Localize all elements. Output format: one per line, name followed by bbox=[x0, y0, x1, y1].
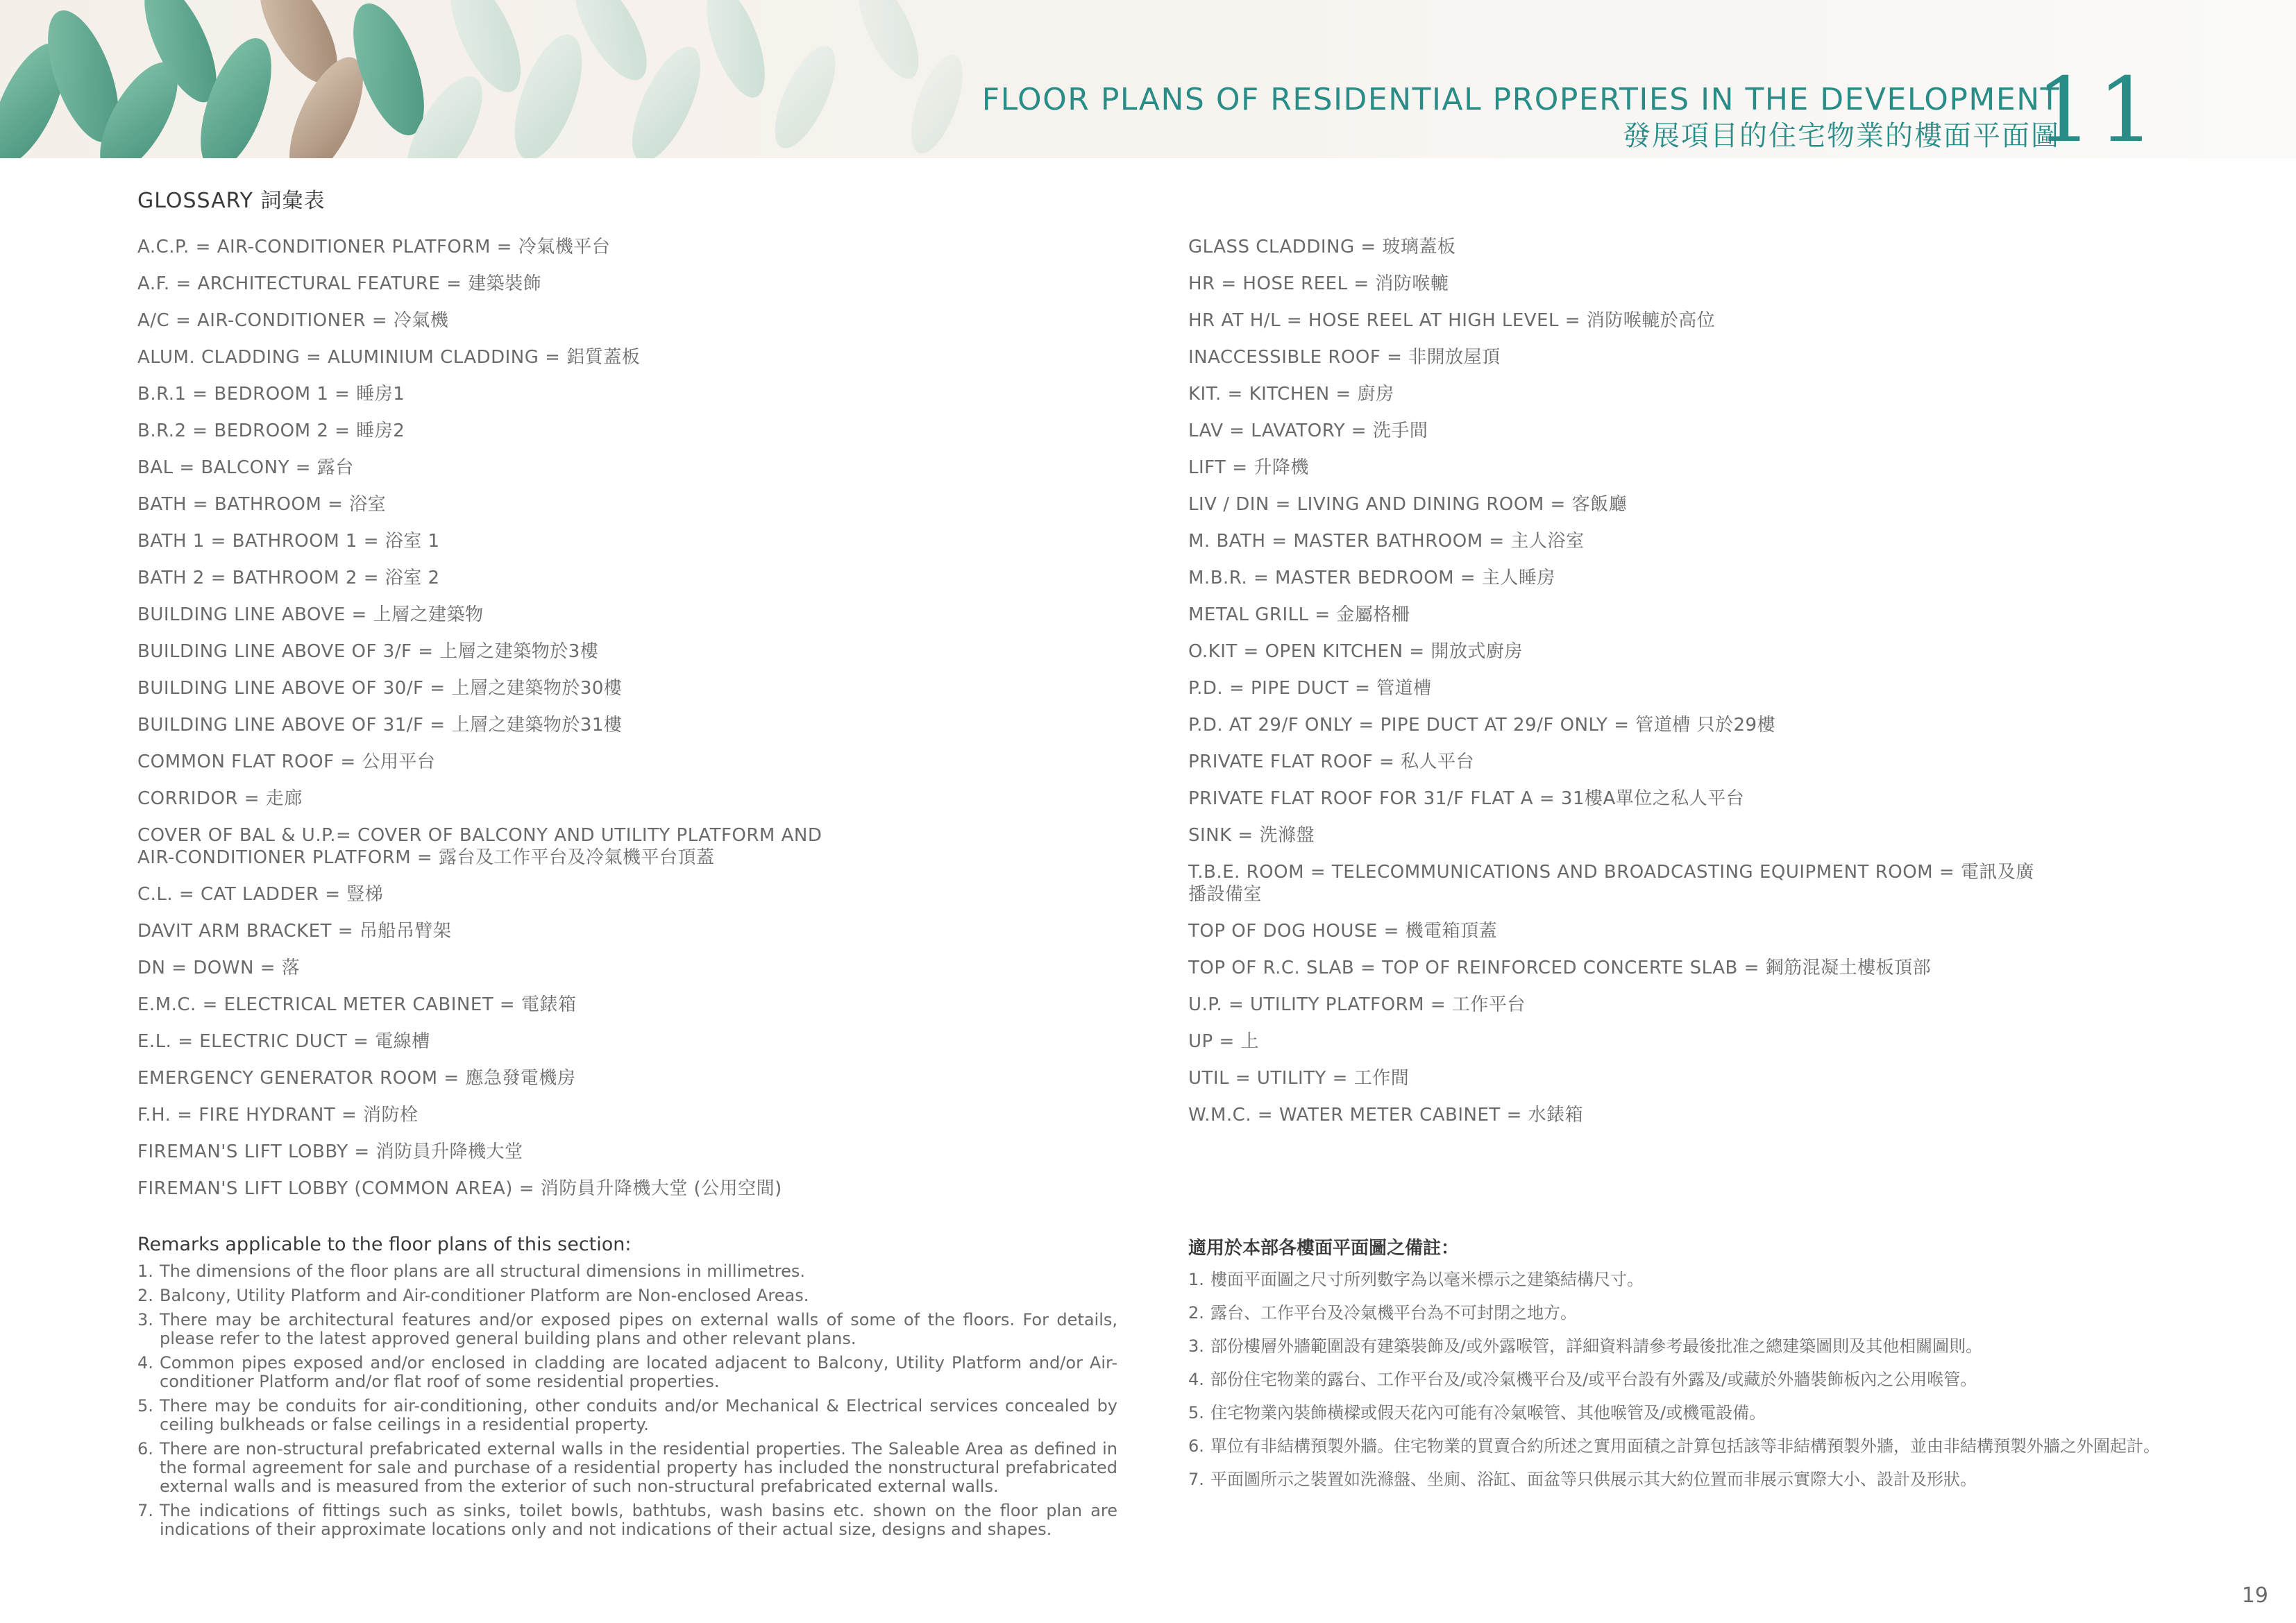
glossary-heading: GLOSSARY 詞彙表 bbox=[137, 189, 326, 213]
remarks-chinese-heading: 適用於本部各樓面平面圖之備註： bbox=[1188, 1238, 1460, 1259]
remark-item bbox=[1188, 1402, 2174, 1423]
glossary-term: METAL GRILL = 金屬格柵 bbox=[1188, 604, 1410, 625]
glossary-term: E.M.C. = ELECTRICAL METER CABINET = 電錶箱 bbox=[137, 994, 577, 1015]
glossary-term: UTIL = UTILITY = 工作間 bbox=[1188, 1068, 1410, 1089]
remark-item bbox=[1188, 1369, 2174, 1390]
remark-item bbox=[1188, 1436, 2174, 1456]
remark-text: There are non-structural prefabricated external walls in the residential properties. The Saleable Area as defined in the formal agreement for sale and purchase of a residential property has included the nonstructural prefabricated external walls and is measured from the exterior of such non-structural prefabricated external walls. bbox=[160, 1439, 1117, 1496]
remark-item bbox=[137, 1311, 1117, 1348]
remark-text: 單位有非結構預製外牆。住宅物業的買賣合約所述之實用面積之計算包括該等非結構預製外牆，並由非結構預製外牆之外圍起計。 bbox=[1210, 1436, 2160, 1456]
remark-number: 1. bbox=[1188, 1270, 1204, 1289]
glossary-term: 播設備室 bbox=[1188, 884, 1263, 905]
section-title-english: FLOOR PLANS OF RESIDENTIAL PROPERTIES IN THE DEVELOPMENT bbox=[981, 82, 2060, 117]
glossary-term: LIFT = 升降機 bbox=[1188, 457, 1309, 478]
remark-text: 平面圖所示之裝置如洗滌盤、坐廁、浴缸、面盆等只供展示其大約位置而非展示實際大小、設計及形狀。 bbox=[1210, 1470, 1977, 1489]
header-banner bbox=[0, 0, 2296, 162]
glossary-term: COVER OF BAL & U.P.= COVER OF BALCONY AND UTILITY PLATFORM AND bbox=[137, 825, 822, 846]
remark-item bbox=[137, 1262, 1117, 1281]
remark-number: 4. bbox=[137, 1353, 153, 1373]
remark-text: 樓面平面圖之尺寸所列數字為以毫米標示之建築結構尺寸。 bbox=[1210, 1270, 1644, 1289]
remark-text: There may be architectural features and/or exposed pipes on external walls of some of the floors. For details, please refer to the latest approved general building plans and other relevant plans. bbox=[160, 1310, 1117, 1348]
glossary-right-column bbox=[1188, 236, 2063, 1141]
remarks-chinese bbox=[1188, 1234, 2174, 1502]
glossary-term: BATH 1 = BATHROOM 1 = 浴室 1 bbox=[137, 531, 440, 552]
glossary-term: A.F. = ARCHITECTURAL FEATURE = 建築裝飾 bbox=[137, 273, 542, 294]
remark-item bbox=[1188, 1336, 2174, 1357]
glossary-term: E.L. = ELECTRIC DUCT = 電線槽 bbox=[137, 1031, 430, 1052]
glossary-term: O.KIT = OPEN KITCHEN = 開放式廚房 bbox=[1188, 641, 1523, 662]
glossary-term: BUILDING LINE ABOVE OF 3/F = 上層之建築物於3樓 bbox=[137, 641, 599, 662]
glossary-term: U.P. = UTILITY PLATFORM = 工作平台 bbox=[1188, 994, 1526, 1015]
remark-text: Common pipes exposed and/or enclosed in cladding are located adjacent to Balcony, Utility Platform and/or Air-conditioner Platform and/or flat roof of some residential properties. bbox=[160, 1353, 1117, 1391]
remark-text: The dimensions of the floor plans are all structural dimensions in millimetres. bbox=[160, 1261, 806, 1281]
glossary-term: PRIVATE FLAT ROOF FOR 31/F FLAT A = 31樓A單位之私人平台 bbox=[1188, 788, 1745, 809]
glossary-term: BUILDING LINE ABOVE = 上層之建築物 bbox=[137, 604, 484, 625]
glossary-term: FIREMAN'S LIFT LOBBY = 消防員升降機大堂 bbox=[137, 1141, 523, 1162]
remark-number: 3. bbox=[1188, 1336, 1204, 1356]
remark-item bbox=[1188, 1469, 2174, 1490]
remark-text: 住宅物業內裝飾橫樑或假天花內可能有冷氣喉管、其他喉管及/或機電設備。 bbox=[1210, 1403, 1766, 1422]
glossary-term: ALUM. CLADDING = ALUMINIUM CLADDING = 鋁質蓋板 bbox=[137, 347, 641, 368]
glossary-term: GLASS CLADDING = 玻璃蓋板 bbox=[1188, 237, 1456, 257]
remark-number: 7. bbox=[1188, 1470, 1204, 1489]
glossary-term: EMERGENCY GENERATOR ROOM = 應急發電機房 bbox=[137, 1068, 576, 1089]
remark-number: 6. bbox=[137, 1439, 153, 1459]
glossary-term: P.D. = PIPE DUCT = 管道槽 bbox=[1188, 678, 1432, 699]
glossary-left-column bbox=[137, 236, 1109, 1214]
remark-item bbox=[1188, 1269, 2174, 1290]
remark-text: 露台、工作平台及冷氣機平台為不可封閉之地方。 bbox=[1210, 1303, 1577, 1323]
remarks-english-heading: Remarks applicable to the floor plans of this section: bbox=[137, 1234, 632, 1255]
remark-item bbox=[137, 1440, 1117, 1496]
glossary-term: DN = DOWN = 落 bbox=[137, 958, 301, 978]
glossary-term: UP = 上 bbox=[1188, 1031, 1260, 1052]
remark-item bbox=[137, 1354, 1117, 1391]
remark-number: 1. bbox=[137, 1261, 153, 1281]
remark-text: Balcony, Utility Platform and Air-conditioner Platform are Non-enclosed Areas. bbox=[160, 1286, 809, 1305]
glossary-term: TOP OF R.C. SLAB = TOP OF REINFORCED CONCERTE SLAB = 鋼筋混凝土樓板頂部 bbox=[1188, 958, 1932, 978]
glossary-term: AIR-CONDITIONER PLATFORM = 露台及工作平台及冷氣機平台頂蓋 bbox=[137, 847, 715, 868]
glossary-term: BATH = BATHROOM = 浴室 bbox=[137, 494, 387, 515]
glossary-term: W.M.C. = WATER METER CABINET = 水錶箱 bbox=[1188, 1105, 1584, 1125]
remark-number: 3. bbox=[137, 1310, 153, 1329]
glossary-term: A.C.P. = AIR-CONDITIONER PLATFORM = 冷氣機平台 bbox=[137, 237, 611, 257]
glossary-term: P.D. AT 29/F ONLY = PIPE DUCT AT 29/F ONLY = 管道槽 只於29樓 bbox=[1188, 715, 1776, 736]
glossary-term: C.L. = CAT LADDER = 豎梯 bbox=[137, 884, 384, 905]
remark-item bbox=[1188, 1302, 2174, 1323]
remark-text: 部份住宅物業的露台、工作平台及/或冷氣機平台及/或平台設有外露及/或藏於外牆裝飾板內之公用喉管。 bbox=[1210, 1370, 1977, 1389]
page-number: 19 bbox=[2241, 1583, 2268, 1608]
glossary-term: TOP OF DOG HOUSE = 機電箱頂蓋 bbox=[1188, 921, 1498, 942]
glossary-term: LIV / DIN = LIVING AND DINING ROOM = 客飯廳 bbox=[1188, 494, 1628, 515]
remark-number: 2. bbox=[137, 1286, 153, 1305]
glossary-term: M.B.R. = MASTER BEDROOM = 主人睡房 bbox=[1188, 568, 1555, 588]
glossary-term: BAL = BALCONY = 露台 bbox=[137, 457, 354, 478]
remark-number: 5. bbox=[1188, 1403, 1204, 1422]
glossary-term: BUILDING LINE ABOVE OF 31/F = 上層之建築物於31樓 bbox=[137, 715, 623, 736]
remark-number: 6. bbox=[1188, 1436, 1204, 1456]
glossary-term: A/C = AIR-CONDITIONER = 冷氣機 bbox=[137, 310, 449, 331]
remark-text: The indications of fittings such as sinks, toilet bowls, bathtubs, wash basins etc. shown on the floor plan are indications of their approximate locations only and not indications of their actual size, designs and shapes. bbox=[160, 1501, 1117, 1539]
glossary-term: BUILDING LINE ABOVE OF 30/F = 上層之建築物於30樓 bbox=[137, 678, 623, 699]
glossary-term: INACCESSIBLE ROOF = 非開放屋頂 bbox=[1188, 347, 1501, 368]
remark-item bbox=[137, 1502, 1117, 1539]
remark-number: 7. bbox=[137, 1501, 153, 1520]
leaf-pattern-decoration bbox=[0, 0, 986, 158]
glossary-term: F.H. = FIRE HYDRANT = 消防栓 bbox=[137, 1105, 419, 1125]
remarks-english bbox=[137, 1234, 1117, 1545]
glossary-term: SINK = 洗滌盤 bbox=[1188, 825, 1315, 846]
glossary-term: COMMON FLAT ROOF = 公用平台 bbox=[137, 751, 436, 772]
remark-number: 5. bbox=[137, 1396, 153, 1416]
glossary-term: KIT. = KITCHEN = 廚房 bbox=[1188, 384, 1394, 405]
glossary-term: M. BATH = MASTER BATHROOM = 主人浴室 bbox=[1188, 531, 1585, 552]
remark-text: 部份樓層外牆範圍設有建築裝飾及/或外露喉管，詳細資料請參考最後批准之總建築圖則及其他相關圖則。 bbox=[1210, 1336, 1983, 1356]
remarks-english-list bbox=[137, 1262, 1117, 1539]
glossary-term: CORRIDOR = 走廊 bbox=[137, 788, 303, 809]
remark-number: 2. bbox=[1188, 1303, 1204, 1323]
glossary-term: B.R.2 = BEDROOM 2 = 睡房2 bbox=[137, 420, 405, 441]
glossary-term: HR AT H/L = HOSE REEL AT HIGH LEVEL = 消防喉轆於高位 bbox=[1188, 310, 1716, 331]
glossary-term: T.B.E. ROOM = TELECOMMUNICATIONS AND BROADCASTING EQUIPMENT ROOM = 電訊及廣 bbox=[1188, 862, 2034, 883]
remark-item bbox=[137, 1397, 1117, 1434]
chapter-number: 11 bbox=[2036, 59, 2160, 162]
remark-text: There may be conduits for air-conditioning, other conduits and/or Mechanical & Electrical services concealed by ceiling bulkheads or false ceilings in a residential property. bbox=[160, 1396, 1117, 1434]
glossary-term: BATH 2 = BATHROOM 2 = 浴室 2 bbox=[137, 568, 440, 588]
remark-item bbox=[137, 1286, 1117, 1305]
glossary-term: DAVIT ARM BRACKET = 吊船吊臂架 bbox=[137, 921, 452, 942]
section-title-chinese: 發展項目的住宅物業的樓面平面圖 bbox=[1623, 120, 2060, 152]
remark-number: 4. bbox=[1188, 1370, 1204, 1389]
glossary-term: B.R.1 = BEDROOM 1 = 睡房1 bbox=[137, 384, 405, 405]
remarks-chinese-list bbox=[1188, 1269, 2174, 1490]
glossary-term: HR = HOSE REEL = 消防喉轆 bbox=[1188, 273, 1449, 294]
glossary-term: PRIVATE FLAT ROOF = 私人平台 bbox=[1188, 751, 1475, 772]
glossary-term: FIREMAN'S LIFT LOBBY (COMMON AREA) = 消防員升降機大堂 (公用空間) bbox=[137, 1178, 782, 1199]
glossary-term: LAV = LAVATORY = 洗手間 bbox=[1188, 420, 1428, 441]
